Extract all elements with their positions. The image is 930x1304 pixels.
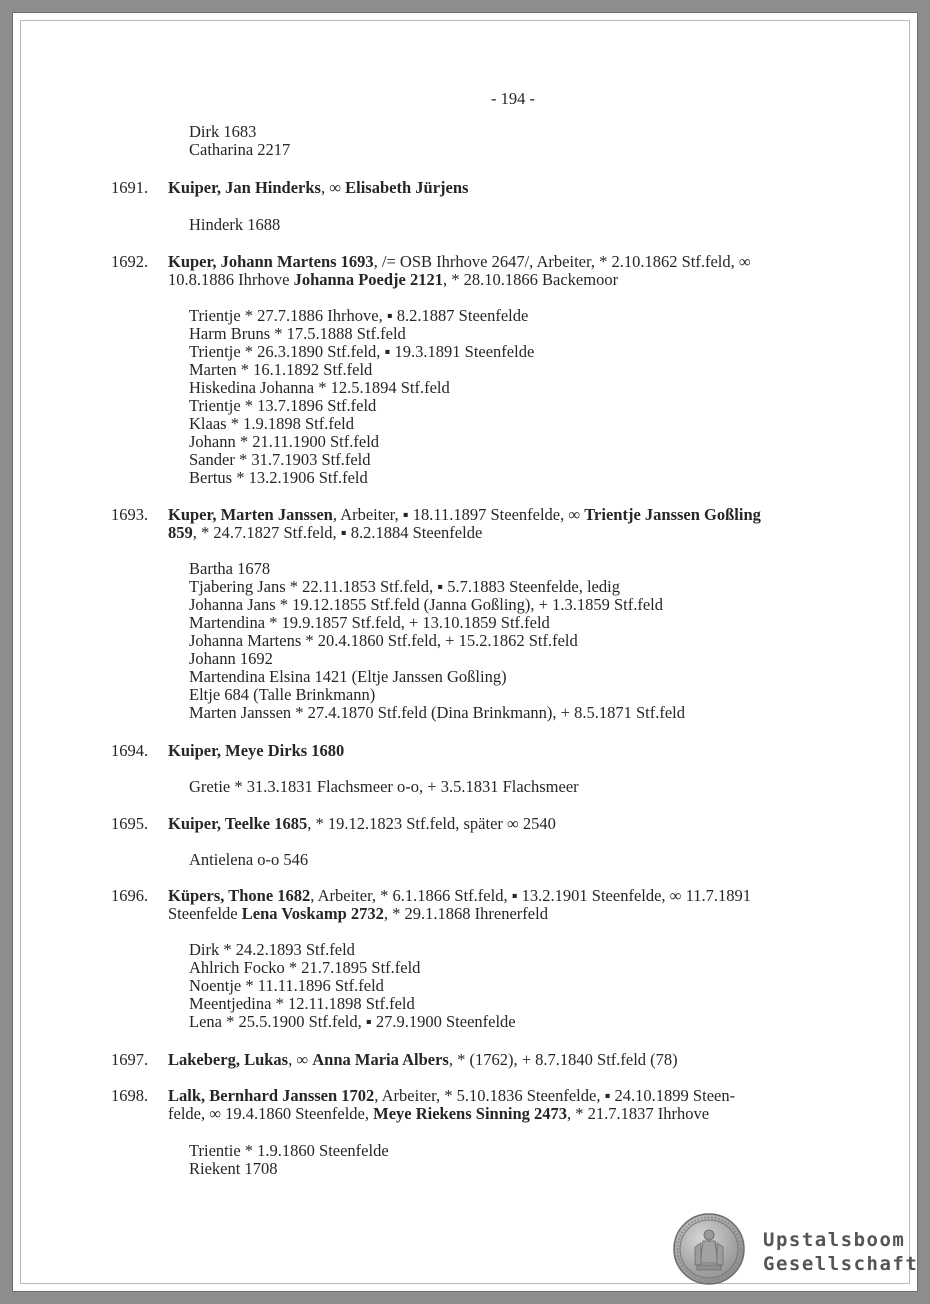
child-line: Gretie * 31.3.1831 Flachsmeer o-o, + 3.5.1831 Flachsmeer — [189, 777, 579, 796]
entry-number-1697: 1697. — [111, 1050, 149, 1069]
society-name-line2: Gesellschaft — [763, 1253, 919, 1275]
entry-head-1694: Kuiper, Meye Dirks 1680 — [168, 741, 345, 760]
child-line: Hiskedina Johanna * 12.5.1894 Stf.feld — [189, 378, 450, 397]
child-line: Martendina * 19.9.1857 Stf.feld, + 13.10.1859 Stf.feld — [189, 613, 550, 632]
top-child-1: Dirk 1683 — [189, 122, 257, 141]
child-line: Klaas * 1.9.1898 Stf.feld — [189, 414, 354, 433]
entry-head-1691: Kuiper, Jan Hinderks, ∞ Elisabeth Jürjens — [168, 178, 469, 197]
child-line: Dirk * 24.2.1893 Stf.feld — [189, 940, 355, 959]
entry-head-1692-line2: 10.8.1886 Ihrhove Johanna Poedje 2121, * 28.10.1866 Backemoor — [168, 270, 619, 289]
child-line: Riekent 1708 — [189, 1159, 278, 1178]
entry-number-1692: 1692. — [111, 252, 149, 271]
child-line: Martendina Elsina 1421 (Eltje Janssen Goßling) — [189, 667, 507, 686]
child-line: Eltje 684 (Talle Brinkmann) — [189, 685, 376, 704]
child-line: Johanna Martens * 20.4.1860 Stf.feld, + 15.2.1862 Stf.feld — [189, 631, 578, 650]
child-line: Tjabering Jans * 22.11.1853 Stf.feld, ▪ 5.7.1883 Steenfelde, ledig — [189, 577, 620, 596]
child-line: Marten Janssen * 27.4.1870 Stf.feld (Dina Brinkmann), + 8.5.1871 Stf.feld — [189, 703, 685, 722]
entry-head-1696-line2: Steenfelde Lena Voskamp 2732, * 29.1.1868 Ihrenerfeld — [168, 904, 548, 923]
child-line: Trientie * 1.9.1860 Steenfelde — [189, 1141, 389, 1160]
society-name — [763, 1228, 918, 1276]
child-line: Trientje * 26.3.1890 Stf.feld, ▪ 19.3.1891 Steenfelde — [189, 342, 535, 361]
entry-number-1698: 1698. — [111, 1086, 149, 1105]
entry-head-1698-line2: felde, ∞ 19.4.1860 Steenfelde, Meye Riekens Sinning 2473, * 21.7.1837 Ihrhove — [168, 1104, 710, 1123]
entry-head-1692: Kuper, Johann Martens 1693, /= OSB Ihrhove 2647/, Arbeiter, * 2.10.1862 Stf.feld, ∞ — [168, 252, 751, 271]
child-line: Meentjedina * 12.11.1898 Stf.feld — [189, 994, 415, 1013]
entry-number-1691: 1691. — [111, 178, 149, 197]
entry-head-1695: Kuiper, Teelke 1685, * 19.12.1823 Stf.feld, später ∞ 2540 — [168, 814, 556, 833]
entry-head-1693: Kuper, Marten Janssen, Arbeiter, ▪ 18.11.1897 Steenfelde, ∞ Trientje Janssen Goßling — [168, 505, 761, 524]
child-line: Marten * 16.1.1892 Stf.feld — [189, 360, 373, 379]
child-line: Harm Bruns * 17.5.1888 Stf.feld — [189, 324, 406, 343]
entry-number-1696: 1696. — [111, 886, 149, 905]
society-name-line1: Upstalsboom — [763, 1229, 906, 1251]
child-line: Bertus * 13.2.1906 Stf.feld — [189, 468, 368, 487]
page-number: - 194 - — [491, 89, 535, 108]
entry-head-1697: Lakeberg, Lukas, ∞ Anna Maria Albers, * (1762), + 8.7.1840 Stf.feld (78) — [168, 1050, 678, 1069]
entry-head-1696: Küpers, Thone 1682, Arbeiter, * 6.1.1866 Stf.feld, ▪ 13.2.1901 Steenfelde, ∞ 11.7.1891 — [168, 886, 751, 905]
entry-head-1698: Lalk, Bernhard Janssen 1702, Arbeiter, * 5.10.1836 Steenfelde, ▪ 24.10.1899 Steen- — [168, 1086, 736, 1105]
child-line: Trientje * 13.7.1896 Stf.feld — [189, 396, 377, 415]
child-line: Johanna Jans * 19.12.1855 Stf.feld (Janna Goßling), + 1.3.1859 Stf.feld — [189, 595, 663, 614]
child-line: Trientje * 27.7.1886 Ihrhove, ▪ 8.2.1887 Steenfelde — [189, 306, 529, 325]
entry-number-1694: 1694. — [111, 741, 149, 760]
society-seal-logo — [673, 1213, 745, 1285]
child-line: Bartha 1678 — [189, 559, 271, 578]
document-page — [13, 13, 917, 1291]
child-line: Johann 1692 — [189, 649, 273, 668]
child-line: Noentje * 11.11.1896 Stf.feld — [189, 976, 384, 995]
entry-number-1693: 1693. — [111, 505, 149, 524]
child-line: Johann * 21.11.1900 Stf.feld — [189, 432, 380, 451]
child-line: Hinderk 1688 — [189, 215, 281, 234]
top-child-2: Catharina 2217 — [189, 140, 291, 159]
child-line: Sander * 31.7.1903 Stf.feld — [189, 450, 371, 469]
child-line: Ahlrich Focko * 21.7.1895 Stf.feld — [189, 958, 421, 977]
entry-number-1695: 1695. — [111, 814, 149, 833]
entry-head-1693-line2: 859, * 24.7.1827 Stf.feld, ▪ 8.2.1884 Steenfelde — [168, 523, 483, 542]
child-line: Antielena o-o 546 — [189, 850, 309, 869]
child-line: Lena * 25.5.1900 Stf.feld, ▪ 27.9.1900 Steenfelde — [189, 1012, 516, 1031]
